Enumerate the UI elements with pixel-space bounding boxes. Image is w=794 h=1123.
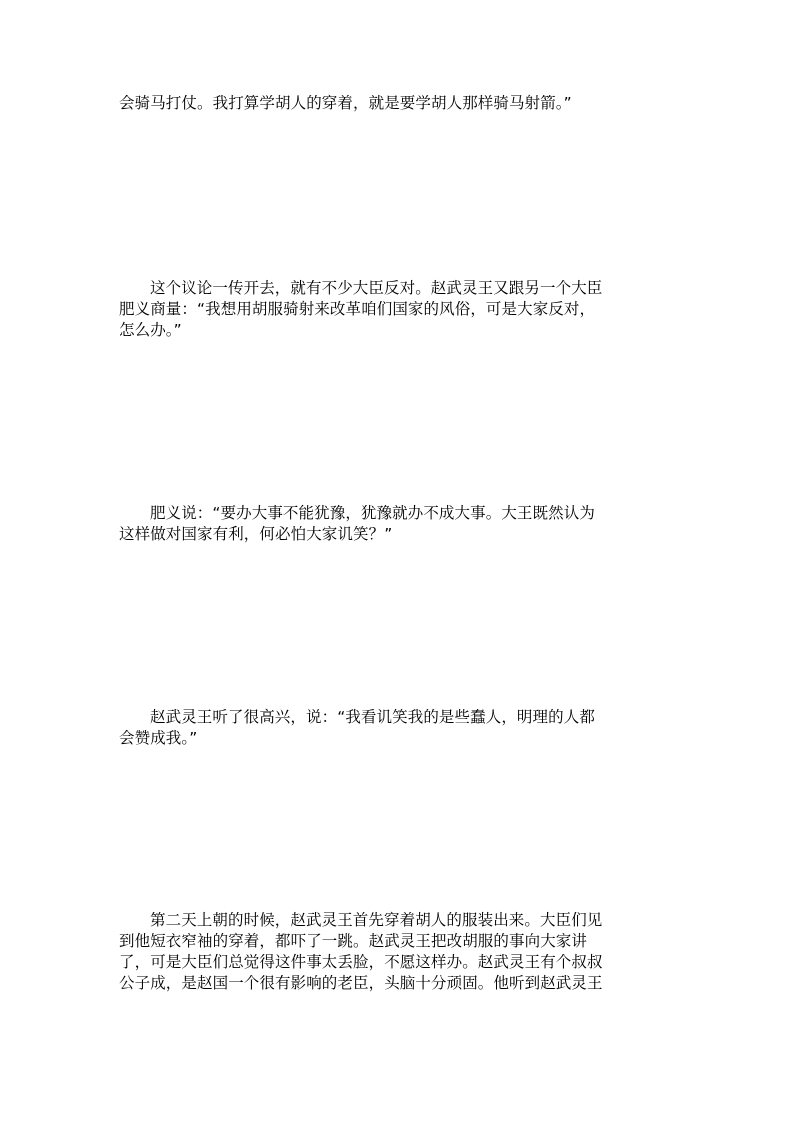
paragraph-1 [119, 93, 619, 114]
paragraph-line: 赵武灵王听了很高兴，说：“我看讥笑我的是些蠢人，明理的人都 [150, 708, 595, 726]
paragraph-line: 这样做对国家有利，何必怕大家讥笑？” [119, 525, 393, 543]
paragraph-line: 这个议论一传开去，就有不少大臣反对。赵武灵王又跟另一个大臣 [150, 279, 603, 297]
paragraph-line: 怎么办。” [119, 321, 182, 339]
paragraph-2 [119, 278, 619, 341]
paragraph-3 [119, 503, 619, 545]
paragraph-line: 会赞成我。” [119, 729, 198, 747]
paragraph-line: 了，可是大臣们总觉得这件事太丢脸，不愿这样办。赵武灵王有个叔叔 [119, 953, 603, 971]
paragraph-line: 会骑马打仗。我打算学胡人的穿着，就是要学胡人那样骑马射箭。” [119, 94, 572, 112]
paragraph-line: 到他短衣窄袖的穿着，都吓了一跳。赵武灵王把改胡服的事向大家讲 [119, 932, 588, 950]
paragraph-line: 公子成，是赵国一个很有影响的老臣，头脑十分顽固。他听到赵武灵王 [119, 974, 603, 992]
paragraph-line: 第二天上朝的时候，赵武灵王首先穿着胡人的服装出来。大臣们见 [150, 911, 603, 929]
paragraph-4 [119, 707, 619, 749]
paragraph-line: 肥义说：“要办大事不能犹豫，犹豫就办不成大事。大王既然认为 [150, 504, 595, 522]
paragraph-5 [119, 910, 619, 994]
paragraph-line: 肥义商量：“我想用胡服骑射来改革咱们国家的风俗，可是大家反对， [119, 300, 596, 318]
